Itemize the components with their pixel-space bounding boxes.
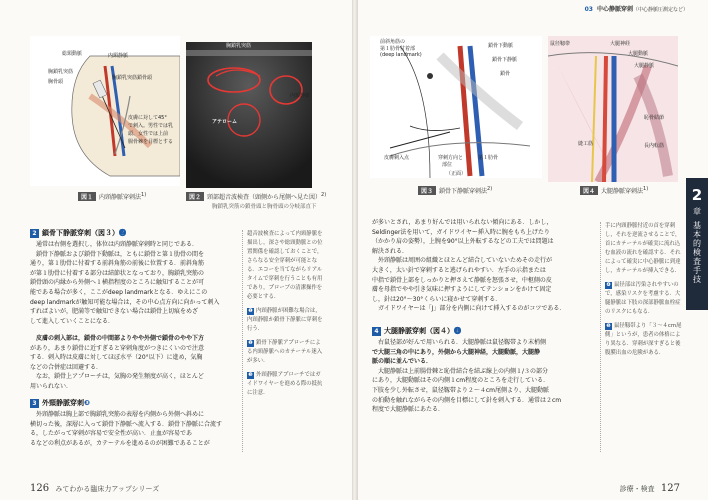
fig1-label-scm: 胸鎖乳突筋 [48,69,74,75]
side-note: ❶ 内頸静脈が困難な場合は，内頸静脈か鎖骨下静脈に穿刺を行う． [247,308,323,332]
figure-3-subclavian-illustration [370,36,542,178]
chapter-tab: 2 章 基本的検査手技 [686,178,708,310]
fig1-note-3: 頭、女性では上前 [128,131,169,137]
section-3-continued-body: が多いとされ，あまり好んでは用いられない傾向にある．しかし， Seldinger法を用いて，ガイドワイヤー挿入時に腕をもち上げたり （かかり肩の姿勢），上腕を90°以上外転するなどの工夫では問題は 解決される． 外頸静脈は周囲の組織とほとんど結合していないためその走行が 大きく，太い針で穿刺すると逃げられやすい．左手の示指または 中指で鎖骨上部をしっかりと押さえて静脈を怒張させ，中枢側の皮 膚を母指でやや引き気味に押すようにしてテンションをかけて固定 し，針は20°〜30°くらいに寝かせて穿刺する． ガイドワイヤーは「J」部分を内側に向けて挿入するのがコツである． [372,219,566,313]
fig1-note-2: で刺入。男性では乳 [128,123,174,129]
figure-4-caption: 図４ 大腿静脈穿刺法$^{1)}$ [580,186,648,195]
side-note: ❷ 鎖骨下静脈アプローチによる内頸静脈へのカテーテル迷入が多い． [247,340,323,364]
fig4-label-vein: 大腿静脈 [634,63,655,69]
figure-2-ultrasound-image [186,42,312,188]
left-footer: 126 みてわかる臨床力アップシリーズ [30,483,160,494]
fig1-label-carotid: 総頸動脈 [62,51,83,57]
fig4-label-artery: 大腿動脈 [628,51,649,57]
side-note: ❸ 外頸静脈アプローチではガイドワイヤーを進める際の抵抗に注意． [247,372,323,396]
side-note: ❹ 鼠径部は汚染されやすいので，感染リスクを考慮する．大腿静脈は下肢の深部静脈血栓症のリスクにもなる． [605,282,681,315]
fig3-label-deep-landmark-3: (deep landmark) [380,52,422,58]
fig4-label-sartorius: 縫工筋 [578,141,594,147]
fig1-label-scm-clav: 胸鎖乳突筋鎖骨頭 [112,75,153,81]
fig3-label-direction-2: 部位 [442,162,453,168]
running-header: 03 中心静脈穿刺（中心静脈圧測定など） [584,6,688,13]
section-2-body: 通常は右側を選択し，体位は内頸静脈穿刺時と同じである． 鎖骨下静脈および鎖骨下動脈は，ともに鎖骨と第１肋骨の間を 通り，第１肋骨に付着する前斜角筋の前後に位置する．前斜角筋 が第１肋骨に付着する部分は結節状となっており，胸鎖乳突筋の 鎖骨頭の内縁から外側へ１横指程度のところに触知することが可 能である場合が多く，ここがdeep landmarkとなる．ゆえにこの deep landmarkが触知可能な場合は，その中心点方向に向かって刺入 すればよいが，肥満等で触知できない場合は鎖骨上切痕をめざ して進入していくことになる． [30,241,220,325]
neck-anatomy-drawing [30,36,180,186]
figure-3-caption: 図３ 鎖骨下静脈穿刺法$^{2)}$ [418,186,492,195]
fig1-label-sternal: 胸骨頭 [48,79,64,85]
section-2-body-2: 皮膚の刺入部は，鎖骨の中間部よりやや外側で鎖骨のやや下方 があり，あまり鎖骨に近すぎると穿刺角度がつきにくいので注意 する．刺入時は皮膚に対してほぼ水平（20°以下）に進め，気胸 などの合併症は回避する． なお，鎖骨上アプローチは，気胸の発生頻度が高く，ほとんど 用いられない． [30,335,205,390]
figure-1-internal-jugular-illustration [30,36,180,186]
ultrasound-scan [186,42,312,188]
section-4-heading: 4 大腿静脈穿刺（図４）❹⃝ [372,326,461,336]
fig2-label-ijv: 内頸静脈 [290,93,311,99]
fig3-label-deep-landmark-2: 第１肋骨付着部 [380,46,416,52]
figure-2-subcaption: 胸鎖乳突筋の鎖骨頭と胸骨頭の分岐部直下 [212,204,317,210]
fig3-label-direction-1: 穿刺方向と [438,155,464,161]
fig4-label-inguinal: 鼠径靱帯 [550,41,571,47]
side-note: ❺ 鼠径靱帯より「３〜４cm尾側」というが，患者の体格により異なる．穿刺が深すぎると後腹膜出血の危険がある． [605,323,682,356]
fig3-label-sca: 鎖骨下動脈 [488,43,514,49]
right-page [358,0,708,500]
right-sidebar-notes [600,222,685,452]
right-footer: 診療・検査 127 [619,483,680,494]
section-3-body: 外頸静脈は胸上部で胸鎖乳突筋の表層を内側から外側へ斜めに 横切った後，深層に入って鎖骨下静脈へ流入する．鎖骨下静脈に合流す る，したがって穿刺が容易で安全性が高い．止血が容易であ るなどの利点があるが，カテーテルを進めるのが困難であることが [30,411,223,447]
fig2-label-atheroma: アテローム [212,119,238,125]
fig3-label-skin-entry: 皮膚刺入点 [384,155,410,161]
figure-4-femoral-illustration [548,36,678,182]
section-4-body: 右鼠径部が好んで用いられる．大腿静脈は鼠径靱帯より末梢側 で大腿三角の中にあり，外側から大腿神経，大腿動脈，大腿静 脈の順に並んでいる． 大腿静脈は上前腸骨棘と恥骨結合を結ぶ線上の内側１/３の部分 にあり，大腿動脈はその内側１cm程度のところを走行している． 下肢を少し外転させ，鼠径靱帯より２〜４cm尾側より、大腿動脈 の拍動を触れながらその内側を目標にして針を刺入する．通常は２cm 程度で大腿静脈にあたる． [372,339,562,414]
section-3-heading: 3 外頸静脈穿刺❸ [30,398,90,408]
figure-2-caption: 図２ 頸部超音波検査（頭側から尾側へ見た図）$^{2)}$ [186,192,326,201]
figure-1-caption: 図１ 内頸静脈穿刺法$^{1)}$ [78,192,146,201]
left-sidebar-notes [242,230,325,452]
side-note: 超音波検査によって内頸静脈を描出し，深さや総頸動脈との位置関係を確認しておくことで，さらなる安全穿刺が可能となる．エコーを当てながらリアルタイムで穿刺を行うことも有用であり，プローブの清潔操作を必要とする． [247,231,323,300]
fig3-label-clavicle: 鎖骨 [500,71,511,77]
fig1-note-4: 腸骨棘を目標とする [128,139,174,145]
fig3-label-scv: 鎖骨下静脈 [492,57,518,63]
fig4-label-adductor: 長内転筋 [644,143,665,149]
side-note: 手に内頸静脈付近の首を穿刺し，それを逆流させることで，首にカテーテルが確実に流れ込む血液の流れを確認する．それによって確実に中心静脈に到達し，カテーテルが挿入できる． [605,223,681,274]
fig3-label-deep-landmark-1: 前斜角筋の [380,39,406,45]
section-2-heading: 2 鎖骨下静脈穿刺（図３）❷⃝ [30,228,126,238]
fig2-label-scm: 胸鎖乳突筋 [226,43,252,49]
fig3-label-frontal: （正面） [446,171,467,177]
fig1-label-ijv: 内頸静脈 [108,53,129,59]
femoral-anatomy-drawing [548,36,678,182]
fig4-label-nerve: 大腿神経 [610,41,631,47]
fig3-label-first-rib: 第１肋骨 [478,155,499,161]
fig4-label-pubic: 恥骨結節 [644,115,665,121]
fig1-note-1: 皮膚に対して45° [128,115,167,121]
left-page [0,0,352,500]
